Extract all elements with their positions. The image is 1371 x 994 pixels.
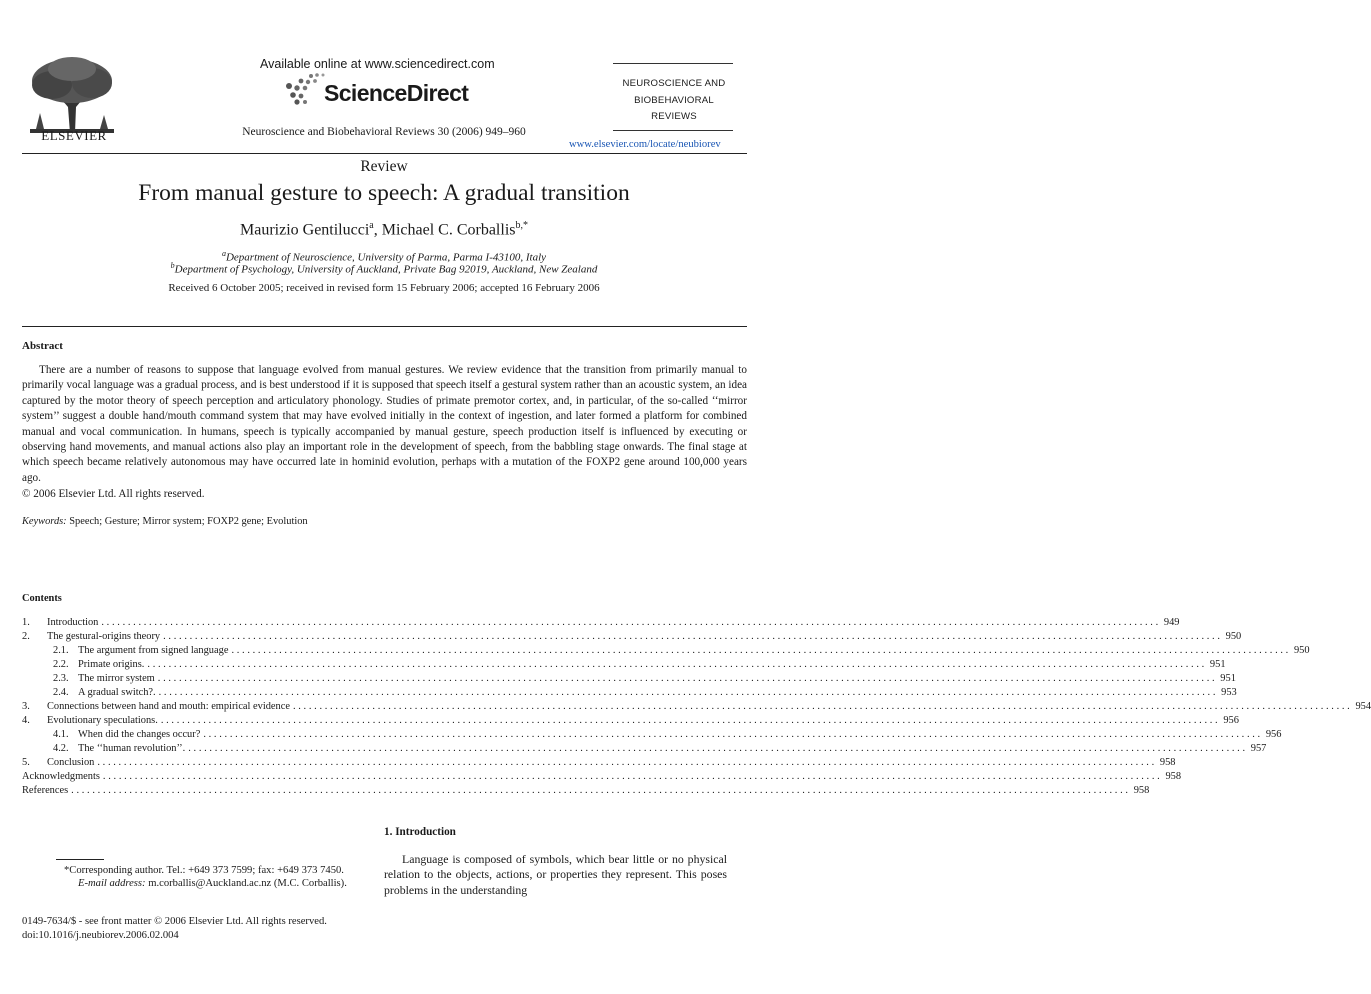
keywords-label: Keywords: <box>22 516 67 527</box>
toc-entry-number: 2. <box>22 631 30 642</box>
received-dates: Received 6 October 2005; received in revised form 15 February 2006; accepted 16 February 2006 <box>168 282 600 294</box>
toc-entry-page: 958 <box>1159 757 1176 768</box>
introduction-heading: 1. Introduction <box>384 826 456 838</box>
author-separator: , <box>373 221 382 239</box>
affiliation-b <box>0 261 768 276</box>
toc-entry[interactable] <box>22 715 1239 729</box>
toc-entry-number: 2.4. <box>53 687 69 698</box>
toc-entry-page: 956 <box>1223 715 1239 726</box>
toc-entry[interactable] <box>22 771 1182 785</box>
corresponding-author-note: *Corresponding author. Tel.: +649 373 7599; fax: +649 373 7450. <box>64 865 344 876</box>
abstract-text: There are a number of reasons to suppose that language evolved from manual gestures. We review evidence that the transition from primarily manual to primarily vocal language was a gradual process, and is best understood if it is supposed that speech itself a gestural system rather than an acoustic system, an idea captured by the motor theory of speech perception and articulatory phonology. Studies of primate premotor cortex, and, in particular, of the so-called ‘‘mirror system’’ suggest a double hand/mouth command system that may have evolved initially in the context of ingestion, and later formed a platform for combined manual and vocal communication. In humans, speech is typically accompanied by manual gesture, speech production itself is influenced by executing or observing hand movements, and manual actions also play an important role in the development of speech, from the babbling stage onwards. The final stage at which speech became relatively autonomous may have occurred late in hominid evolution, perhaps with a mutation of the FOXP2 gene around 100,000 years ago. <box>22 364 747 484</box>
journal-url-link[interactable]: www.elsevier.com/locate/neubiorev <box>569 139 721 150</box>
toc-leader-dots: ........................................................................................................................................................................................................ <box>188 743 1248 754</box>
toc-entry-page: 957 <box>1250 743 1267 754</box>
keywords <box>22 516 308 527</box>
author-1[interactable]: Maurizio Gentilucci <box>239 221 370 239</box>
publisher-wordmark: ELSEVIER <box>41 128 107 143</box>
author-2-affiliation-mark: b,* <box>515 220 528 231</box>
toc-entry-label: The ‘‘human revolution’’. <box>78 743 186 754</box>
toc-leader-dots: ........................................................................................................................................................................................................ <box>231 645 1291 656</box>
elsevier-tree-logo <box>22 55 122 137</box>
affiliation-a-mark: a <box>221 249 226 258</box>
toc-entry[interactable] <box>22 659 1226 673</box>
abstract-heading: Abstract <box>22 340 63 352</box>
toc-entry-label: References <box>22 785 69 796</box>
toc-entry-label: Introduction <box>47 617 99 628</box>
article-title: From manual gesture to speech: A gradual transition <box>138 180 630 206</box>
toc-leader-dots: ........................................................................................................................................................................................................ <box>101 617 1161 628</box>
toc-entry[interactable] <box>22 729 1282 743</box>
keywords-list: Speech; Gesture; Mirror system; FOXP2 gene; Evolution <box>69 516 308 527</box>
journal-box-rule-top <box>613 63 733 64</box>
toc-entry-label: Evolutionary speculations. <box>47 715 158 726</box>
sciencedirect-logo: ScienceDirect <box>324 80 469 106</box>
toc-entry[interactable] <box>22 743 1267 757</box>
toc-entry-number: 2.3. <box>53 673 69 684</box>
front-matter-note: 0149-7634/$ - see front matter © 2006 Elsevier Ltd. All rights reserved. <box>22 916 327 927</box>
toc-entry-number: 4.1. <box>53 729 69 740</box>
toc-leader-dots: ........................................................................................................................................................................................................ <box>163 631 1223 642</box>
toc-leader-dots: ........................................................................................................................................................................................................ <box>160 715 1221 726</box>
toc-leader-dots: ........................................................................................................................................................................................................ <box>157 673 1218 684</box>
toc-entry-page: 953 <box>1221 687 1237 698</box>
toc-entry-number: 2.1. <box>53 645 69 656</box>
toc-entry-page: 949 <box>1163 617 1180 628</box>
doi-link[interactable]: doi:10.1016/j.neubiorev.2006.02.004 <box>22 930 179 941</box>
toc-leader-dots: ........................................................................................................................................................................................................ <box>97 757 1157 768</box>
journal-name-line-2: BIOBEHAVIORAL <box>634 94 714 106</box>
toc-entry-page: 950 <box>1225 631 1242 642</box>
affiliation-b-mark: b <box>170 261 175 270</box>
journal-name-line-3: REVIEWS <box>651 111 697 122</box>
toc-entry-label: A gradual switch?. <box>78 687 156 698</box>
toc-entry-label: The gestural-origins theory <box>47 631 161 642</box>
introduction-text: Language is composed of symbols, which bear little or no physical relation to the objects, actions, or properties they represent. This poses problems in the understanding <box>384 852 727 897</box>
author-1-affiliation-mark: a <box>369 220 374 231</box>
toc-entry-page: 950 <box>1293 645 1310 656</box>
sciencedirect-dots-icon <box>281 72 327 106</box>
toc-entry-label: The mirror system <box>78 673 155 684</box>
toc-entry-page: 956 <box>1265 729 1282 740</box>
toc-entry-page: 951 <box>1220 673 1236 684</box>
author-list <box>0 220 768 239</box>
toc-leader-dots: ........................................................................................................................................................................................................ <box>102 771 1163 782</box>
author-2[interactable]: Michael C. Corballis <box>381 221 516 239</box>
toc-leader-dots: ........................................................................................................................................................................................................ <box>292 701 1353 712</box>
toc-entry[interactable] <box>22 757 1176 771</box>
toc-leader-dots: ........................................................................................................................................................................................................ <box>158 687 1219 698</box>
toc-entry-number: 4. <box>22 715 30 726</box>
toc-entry-number: 5. <box>22 757 30 768</box>
toc-leader-dots: ........................................................................................................................................................................................................ <box>71 785 1131 796</box>
email-address[interactable]: m.corballis@Auckland.ac.nz (M.C. Corballis). <box>145 878 347 889</box>
toc-entry-label: Acknowledgments <box>22 771 100 782</box>
article-type: Review <box>360 158 408 175</box>
toc-entry-number: 3. <box>22 701 30 712</box>
toc-entry-number: 1. <box>22 617 30 628</box>
abstract-copyright: © 2006 Elsevier Ltd. All rights reserved. <box>22 488 205 500</box>
toc-entry-label: Primate origins. <box>78 659 145 670</box>
journal-name-line-1: NEUROSCIENCE AND <box>622 78 726 89</box>
toc-entry[interactable] <box>22 687 1237 701</box>
footnote-rule <box>56 859 104 860</box>
contents-heading: Contents <box>22 593 62 604</box>
toc-entry[interactable] <box>22 673 1236 687</box>
email-label: E-mail address: <box>78 878 146 889</box>
journal-box-rule-bottom <box>613 130 733 131</box>
toc-entry-number: 4.2. <box>53 743 69 754</box>
toc-entry-label: When did the changes occur? <box>78 729 201 740</box>
header-divider <box>22 153 747 154</box>
toc-entry[interactable] <box>22 701 1371 715</box>
toc-entry-label: Connections between hand and mouth: empirical evidence <box>47 701 290 712</box>
toc-entry-label: Conclusion <box>47 757 95 768</box>
toc-entry-number: 2.2. <box>53 659 69 670</box>
affiliation-a-text: Department of Neuroscience, University of Parma, Parma I-43100, Italy <box>225 251 547 264</box>
available-online-text[interactable]: Available online at www.sciencedirect.com <box>260 57 495 71</box>
toc-leader-dots: ........................................................................................................................................................................................................ <box>203 729 1263 740</box>
journal-name-block <box>612 76 736 126</box>
toc-entry-page: 951 <box>1209 659 1226 670</box>
toc-entry[interactable] <box>22 645 1310 659</box>
abstract-divider <box>22 326 747 327</box>
toc-entry-page: 958 <box>1133 785 1150 796</box>
toc-entry-page: 958 <box>1165 771 1182 782</box>
toc-entry[interactable] <box>22 631 1242 645</box>
toc-entry-page: 954 <box>1355 701 1371 712</box>
toc-entry[interactable] <box>22 617 1180 631</box>
toc-entry-label: The argument from signed language <box>78 645 229 656</box>
journal-reference: Neuroscience and Biobehavioral Reviews 30 (2006) 949–960 <box>242 126 526 138</box>
email-note <box>78 878 347 889</box>
toc-entry[interactable] <box>22 785 1150 799</box>
affiliation-b-text: Department of Psychology, University of Auckland, Private Bag 92019, Auckland, New Zealand <box>174 263 598 276</box>
toc-leader-dots: ........................................................................................................................................................................................................ <box>147 659 1207 670</box>
